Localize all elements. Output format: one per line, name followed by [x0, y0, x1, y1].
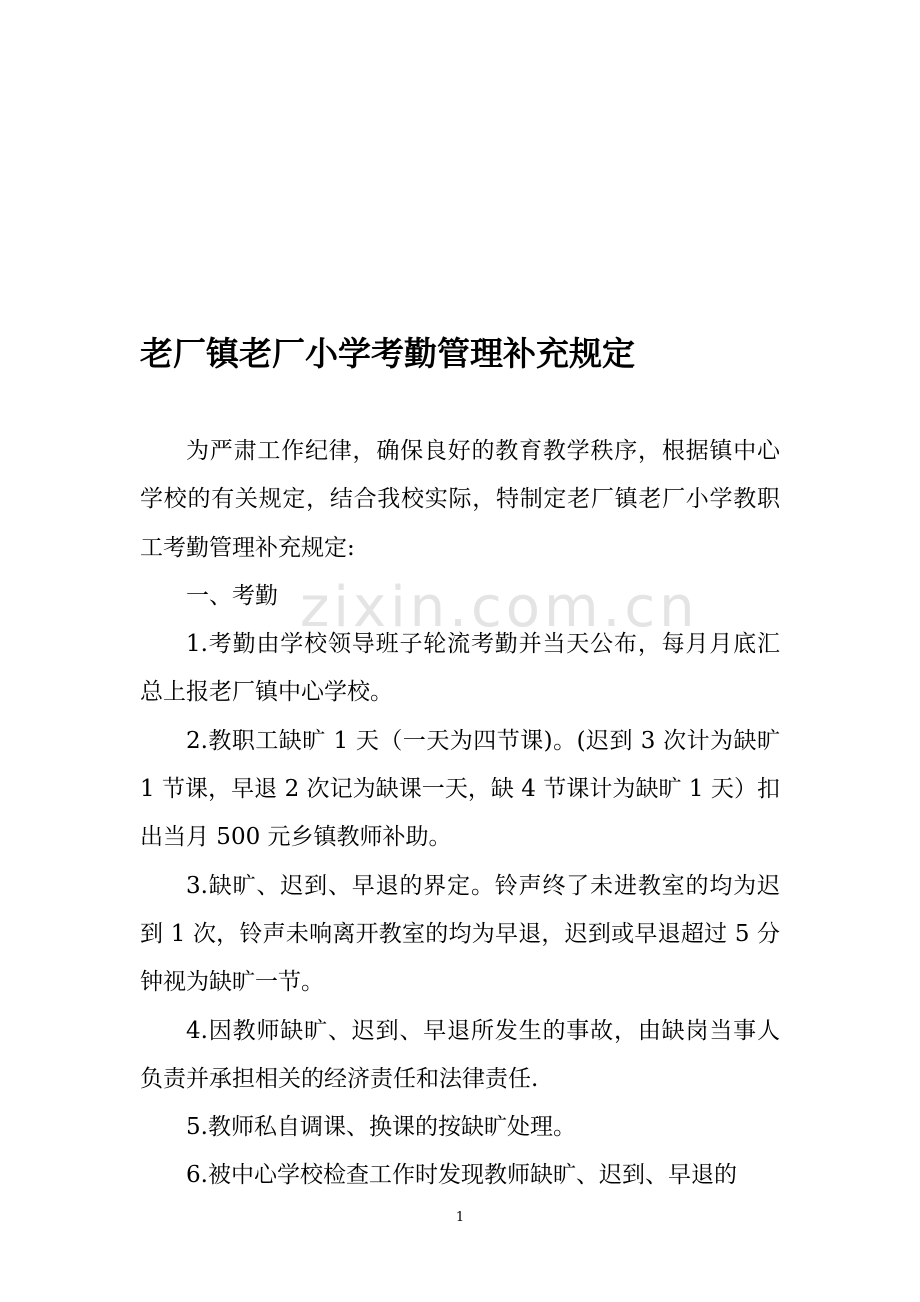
section-heading-attendance: 一、考勤 [186, 582, 278, 609]
document-body [140, 427, 780, 1200]
watermark: zixin.com.cn [300, 575, 699, 640]
paragraph-item-2: 2.教职工缺旷 1 天（一天为四节课)。(迟到 3 次计为缺旷 1 节课，早退 2 次记为缺课一天，缺 4 节课计为缺旷 1 天）扣出当月 500 元乡镇教师补助。 [140, 727, 780, 851]
paragraph-item-6: 6.被中心学校检查工作时发现教师缺旷、迟到、早退的 [186, 1162, 737, 1189]
paragraph-item-1: 1.考勤由学校领导班子轮流考勤并当天公布，每月月底汇总上报老厂镇中心学校。 [140, 631, 780, 706]
paragraph-item-4: 4.因教师缺旷、迟到、早退所发生的事故，由缺岗当事人负责并承担相关的经济责任和法律责任. [140, 1017, 780, 1092]
paragraph-intro: 为严肃工作纪律，确保良好的教育教学秩序，根据镇中心学校的有关规定，结合我校实际，特制定老厂镇老厂小学教职工考勤管理补充规定: [140, 438, 780, 561]
document-title: 老厂镇老厂小学考勤管理补充规定 [140, 334, 635, 373]
paragraph-item-3: 3.缺旷、迟到、早退的界定。铃声终了未进教室的均为迟到 1 次，铃声未响离开教室的均为早退，迟到或早退超过 5 分钟视为缺旷一节。 [140, 872, 780, 996]
page-number: 1 [455, 1210, 465, 1225]
paragraph-item-5: 5.教师私自调课、换课的按缺旷处理。 [186, 1114, 576, 1141]
